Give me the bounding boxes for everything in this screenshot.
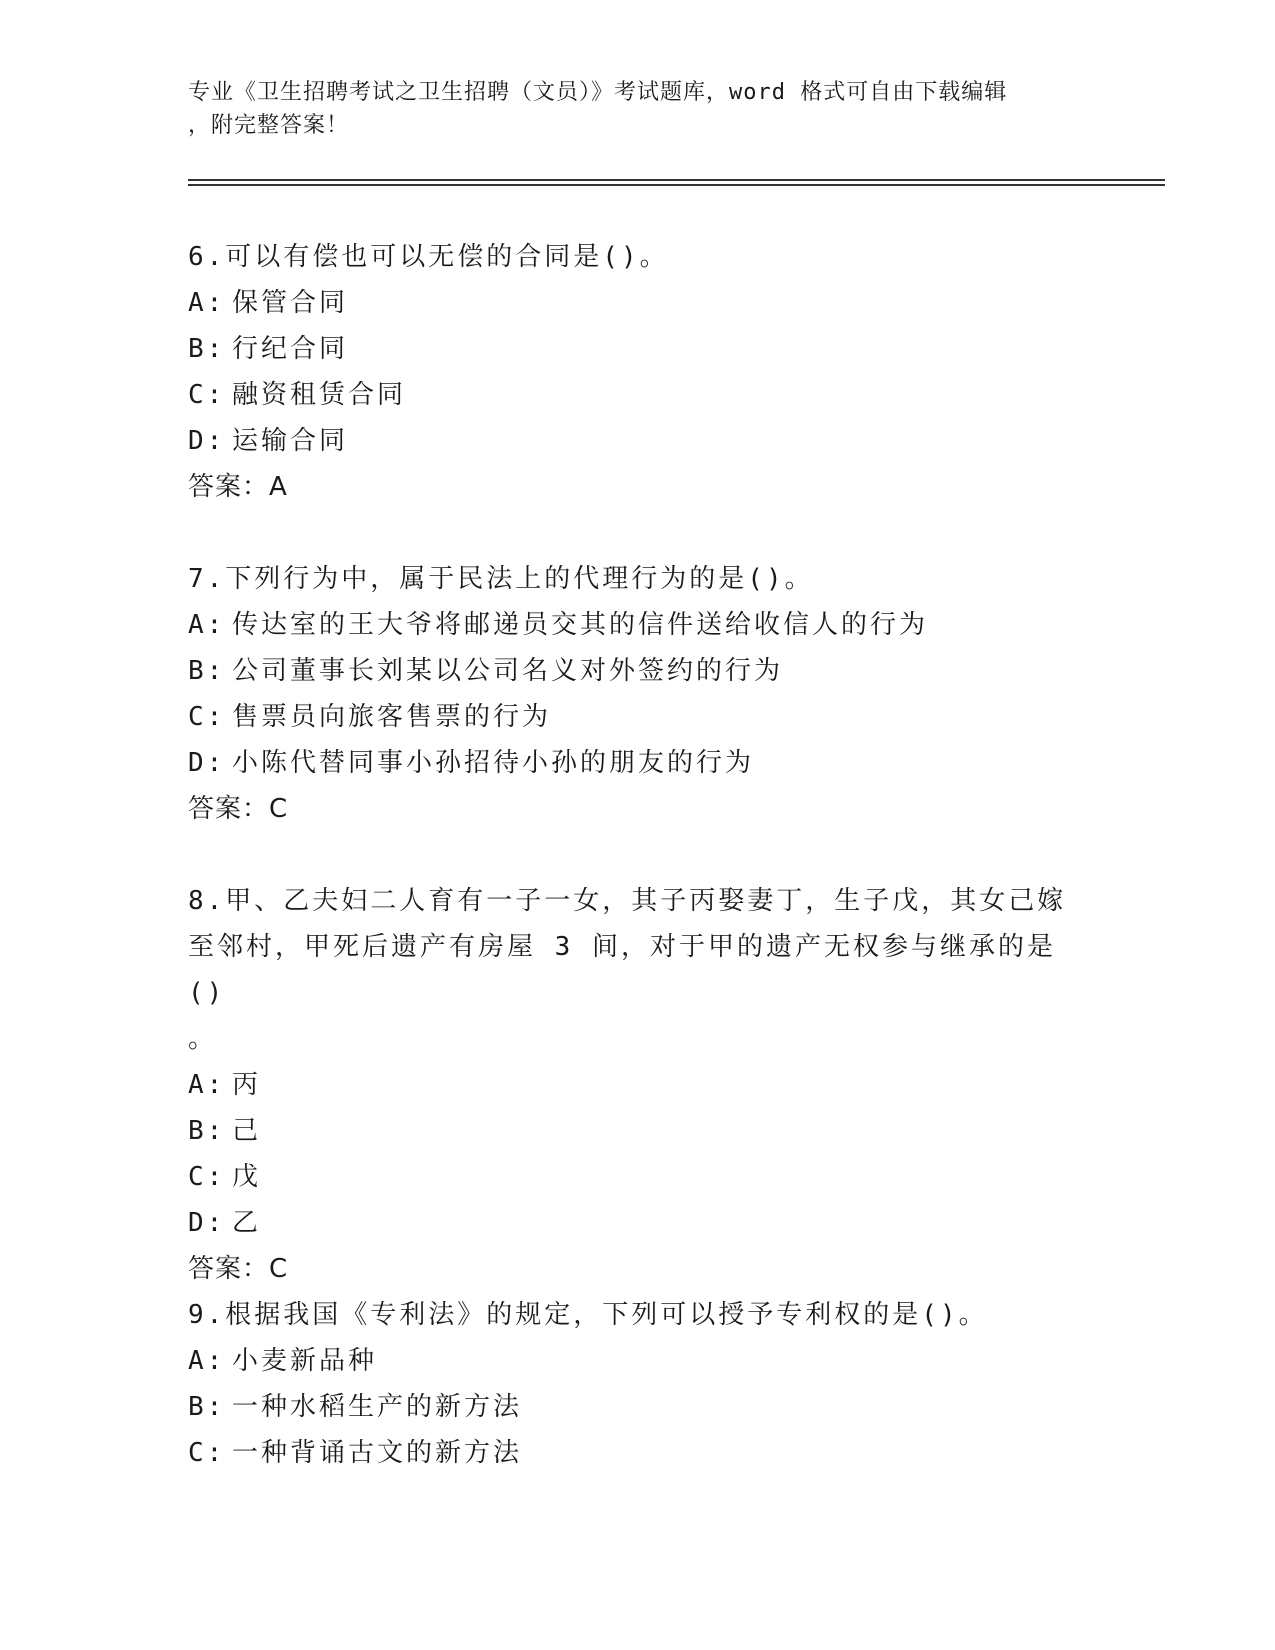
header-divider-bottom xyxy=(188,184,1165,186)
option-letter: C: xyxy=(188,702,226,732)
option-a xyxy=(188,1338,1068,1384)
option-d xyxy=(188,418,1068,464)
option-text: 戊 xyxy=(232,1162,262,1192)
question-7 xyxy=(188,556,1068,832)
option-c xyxy=(188,694,1068,740)
option-b xyxy=(188,326,1068,372)
header-line-2: ，附完整答案！ xyxy=(188,113,350,138)
option-c xyxy=(188,1430,1068,1476)
option-letter: A: xyxy=(188,1346,226,1376)
option-text: 小麦新品种 xyxy=(232,1346,378,1376)
option-text: 运输合同 xyxy=(232,426,349,456)
option-letter: A: xyxy=(188,610,226,640)
question-stem: 9.根据我国《专利法》的规定，下列可以授予专利权的是()。 xyxy=(188,1300,988,1330)
option-c xyxy=(188,1154,1068,1200)
option-text: 售票员向旅客售票的行为 xyxy=(232,702,552,732)
answer-line: 答案：A xyxy=(188,472,288,502)
answer-line: 答案：C xyxy=(188,794,289,824)
question-8 xyxy=(188,878,1068,1292)
option-text: 小陈代替同事小孙招待小孙的朋友的行为 xyxy=(232,748,755,778)
option-text: 乙 xyxy=(232,1208,262,1238)
option-letter: B: xyxy=(188,1116,226,1146)
question-stem-line-3: 。 xyxy=(188,1024,218,1054)
option-a xyxy=(188,280,1068,326)
option-letter: D: xyxy=(188,426,226,456)
option-text: 公司董事长刘某以公司名义对外签约的行为 xyxy=(232,656,784,686)
option-letter: C: xyxy=(188,1438,226,1468)
option-b xyxy=(188,648,1068,694)
header-divider-top xyxy=(188,179,1165,181)
question-stem-line-1: 8.甲、乙夫妇二人育有一子一女，其子丙娶妻丁，生子戊，其女己嫁 xyxy=(188,886,1067,916)
option-c xyxy=(188,372,1068,418)
question-9 xyxy=(188,1292,1068,1476)
option-letter: B: xyxy=(188,656,226,686)
option-a xyxy=(188,1062,1068,1108)
option-letter: D: xyxy=(188,748,226,778)
option-a xyxy=(188,602,1068,648)
question-stem: 6.可以有偿也可以无偿的合同是()。 xyxy=(188,242,669,272)
answer-line: 答案：C xyxy=(188,1254,289,1284)
option-text: 丙 xyxy=(232,1070,262,1100)
question-stem-line-2: 至邻村，甲死后遗产有房屋 3 间，对于甲的遗产无权参与继承的是() xyxy=(188,932,1056,1008)
option-text: 传达室的王大爷将邮递员交其的信件送给收信人的行为 xyxy=(232,610,929,640)
option-letter: A: xyxy=(188,288,226,318)
option-text: 一种背诵古文的新方法 xyxy=(232,1438,523,1468)
option-text: 保管合同 xyxy=(232,288,349,318)
option-text: 一种水稻生产的新方法 xyxy=(232,1392,523,1422)
option-text: 己 xyxy=(232,1116,262,1146)
header-line-1: 专业《卫生招聘考试之卫生招聘（文员）》考试题库，word 格式可自由下载编辑 xyxy=(188,80,1008,105)
option-letter: A: xyxy=(188,1070,226,1100)
document-header xyxy=(188,76,1088,142)
option-b xyxy=(188,1108,1068,1154)
question-6 xyxy=(188,234,1068,510)
option-d xyxy=(188,740,1068,786)
option-letter: B: xyxy=(188,334,226,364)
option-letter: C: xyxy=(188,1162,226,1192)
option-text: 行纪合同 xyxy=(232,334,349,364)
question-stem: 7.下列行为中，属于民法上的代理行为的是()。 xyxy=(188,564,814,594)
option-letter: D: xyxy=(188,1208,226,1238)
option-letter: C: xyxy=(188,380,226,410)
option-text: 融资租赁合同 xyxy=(232,380,407,410)
option-d xyxy=(188,1200,1068,1246)
option-b xyxy=(188,1384,1068,1430)
option-letter: B: xyxy=(188,1392,226,1422)
